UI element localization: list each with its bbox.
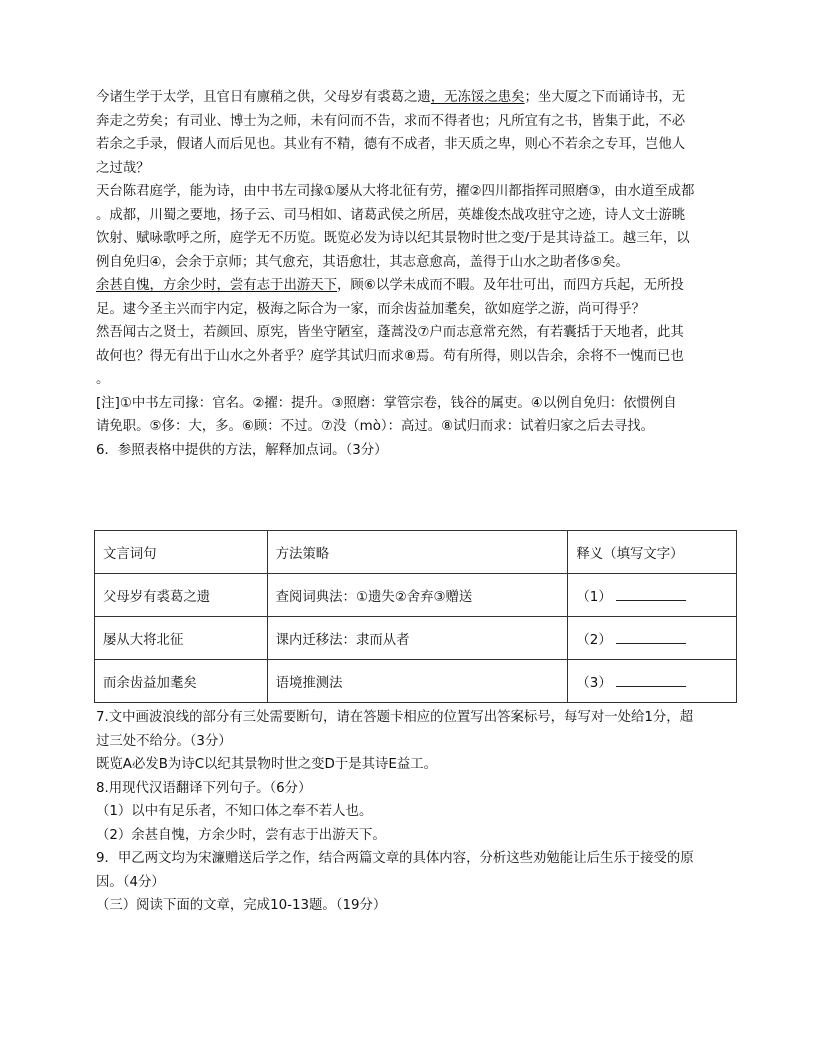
answer-cell [568, 660, 737, 703]
line-text: 之过哉？ [96, 160, 150, 176]
table-cell: 课内迁移法：隶而从者 [267, 617, 568, 660]
answer-blank[interactable] [616, 631, 686, 644]
line-text: 。成都，川蜀之要地，扬子云、司马相如、诸葛武侯之所居，英雄俊杰战攻驻守之迹，诗人文士游眺 [96, 207, 686, 223]
passage-line [96, 157, 741, 181]
table-cell: 而余齿益加耄矣 [95, 660, 268, 703]
line-text: [注]①中书左司掾：官名。②擢：提升。③照磨：掌管宗卷，钱谷的属吏。④以例自免归：依惯例自 [96, 395, 677, 411]
answer-table [94, 530, 737, 703]
question-line: 7.文中画波浪线的部分有三处需要断句，请在答题卡相应的位置写出答案标号，每写对一处给1分，超 [96, 710, 694, 725]
line-text: ，顾⑥以学未成而不暇。及年壮可出，而四方兵起，无所投 [337, 278, 684, 293]
table-header-cell: 方法策略 [267, 531, 568, 574]
table-header-cell: 释义（填写文字） [568, 531, 737, 574]
passage-line [96, 392, 741, 416]
question-line: （三）阅读下面的文章，完成10-13题。（19分） [96, 898, 387, 913]
line-text: 奔走之劳矣；有司业、博士为之师，未有问而不告，求而不得者也；凡所宜有之书，皆集于此，不必 [96, 113, 686, 129]
table-cell: 屡从大将北征 [95, 617, 268, 660]
answer-cell [568, 574, 737, 617]
table-cell: 语境推测法 [267, 660, 568, 703]
passage-line [96, 204, 741, 228]
line-text: 例自免归④，会余于京师；其气愈充，其语愈壮，其志意愈高，盖得于山水之助者侈⑤矣。 [96, 254, 629, 270]
passage-line [96, 439, 741, 463]
questions [96, 706, 741, 918]
passage-line [96, 86, 741, 110]
table-header-row [95, 531, 737, 574]
passage-line [96, 110, 741, 134]
line-text: 故何也？得无有出于山水之外者乎？庭学其试归而求⑧焉。苟有所得，则以告余，余将不一愧而已也 [96, 348, 684, 364]
question-line: 9．甲乙两文均为宋濂赠送后学之作，结合两篇文章的具体内容，分析这些劝勉能让后生乐于接受的原 [96, 851, 694, 866]
line-text: 天台陈君庭学，能为诗，由中书左司掾①屡从大将北征有劳，擢②四川都指挥司照磨③，由水道至成都 [96, 184, 695, 199]
table-cell: 查阅词典法：①遗失②舍弃③赠送 [267, 574, 568, 617]
answer-label: （3） [576, 675, 612, 691]
line-text: ；坐大厦之下而诵诗书，无 [524, 90, 686, 105]
table-row [95, 617, 737, 660]
line-text: 饮射、赋咏歌呼之所，庭学无不历览。既览必发为诗以纪其景物时世之变/于是其诗益工。越三年，以 [96, 231, 690, 246]
table-header-cell: 文言词句 [95, 531, 268, 574]
answer-label: （1） [576, 589, 612, 605]
passage-line [96, 180, 741, 204]
question-line: 8.用现代汉语翻译下列句子。（6分） [96, 780, 312, 796]
answer-label: （2） [576, 632, 612, 648]
question-line: （1）以中有足乐者，不知口体之奉不若人也。 [96, 804, 373, 819]
answer-blank[interactable] [616, 674, 686, 687]
passage-line [96, 321, 741, 345]
question-line: 过三处不给分。（3分） [96, 733, 232, 749]
line-text: 。 [96, 372, 110, 387]
line-text: 然吾闻古之贤士，若颜回、原宪，皆坐守陋室，蓬蒿没⑦户而志意常充然，有若囊括于天地者，此其 [96, 325, 684, 340]
question-line: 因。（4分） [96, 874, 165, 890]
answer-cell [568, 617, 737, 660]
table-cell: 父母岁有裘葛之遗 [95, 574, 268, 617]
line-text: 足。逮今圣主兴而宇内定，极海之际合为一家，而余齿益加耄矣，欲如庭学之游，尚可得乎？ [96, 301, 646, 317]
passage-line [96, 298, 741, 322]
passage-line [96, 133, 741, 157]
underlined-text: 余甚自愧，方余少时，尝有志于出游天下 [96, 278, 338, 293]
table-row [95, 574, 737, 617]
answer-blank[interactable] [616, 588, 686, 601]
passage-line [96, 415, 741, 439]
table-row [95, 660, 737, 703]
passage [96, 86, 741, 462]
passage-line [96, 368, 741, 392]
line-text: 若余之手录，假诸人而后见也。其业有不精，德有不成者，非天质之卑，则心不若余之专耳，岂他人 [96, 137, 686, 152]
line-text: 请免职。⑤侈：大，多。⑥顾：不过。⑦没（mò）：高过。⑧试归而求：试着归家之后去寻找。 [96, 419, 655, 434]
question-line: 既览A必发B为诗C以纪其景物时世之变D于是其诗E益工。 [96, 757, 438, 772]
line-text: 今诸生学于太学，且官日有廪稍之供，父母岁有裘葛之遗 [96, 90, 431, 105]
line-text: 6．参照表格中提供的方法，解释加点词。（3分） [96, 442, 388, 458]
passage-line [96, 274, 741, 298]
passage-line [96, 251, 741, 275]
passage-line [96, 227, 741, 251]
underlined-text: ，无冻馁之患矣 [430, 90, 525, 105]
question-line: （2）余甚自愧，方余少时，尝有志于出游天下。 [96, 827, 386, 843]
passage-line [96, 345, 741, 369]
